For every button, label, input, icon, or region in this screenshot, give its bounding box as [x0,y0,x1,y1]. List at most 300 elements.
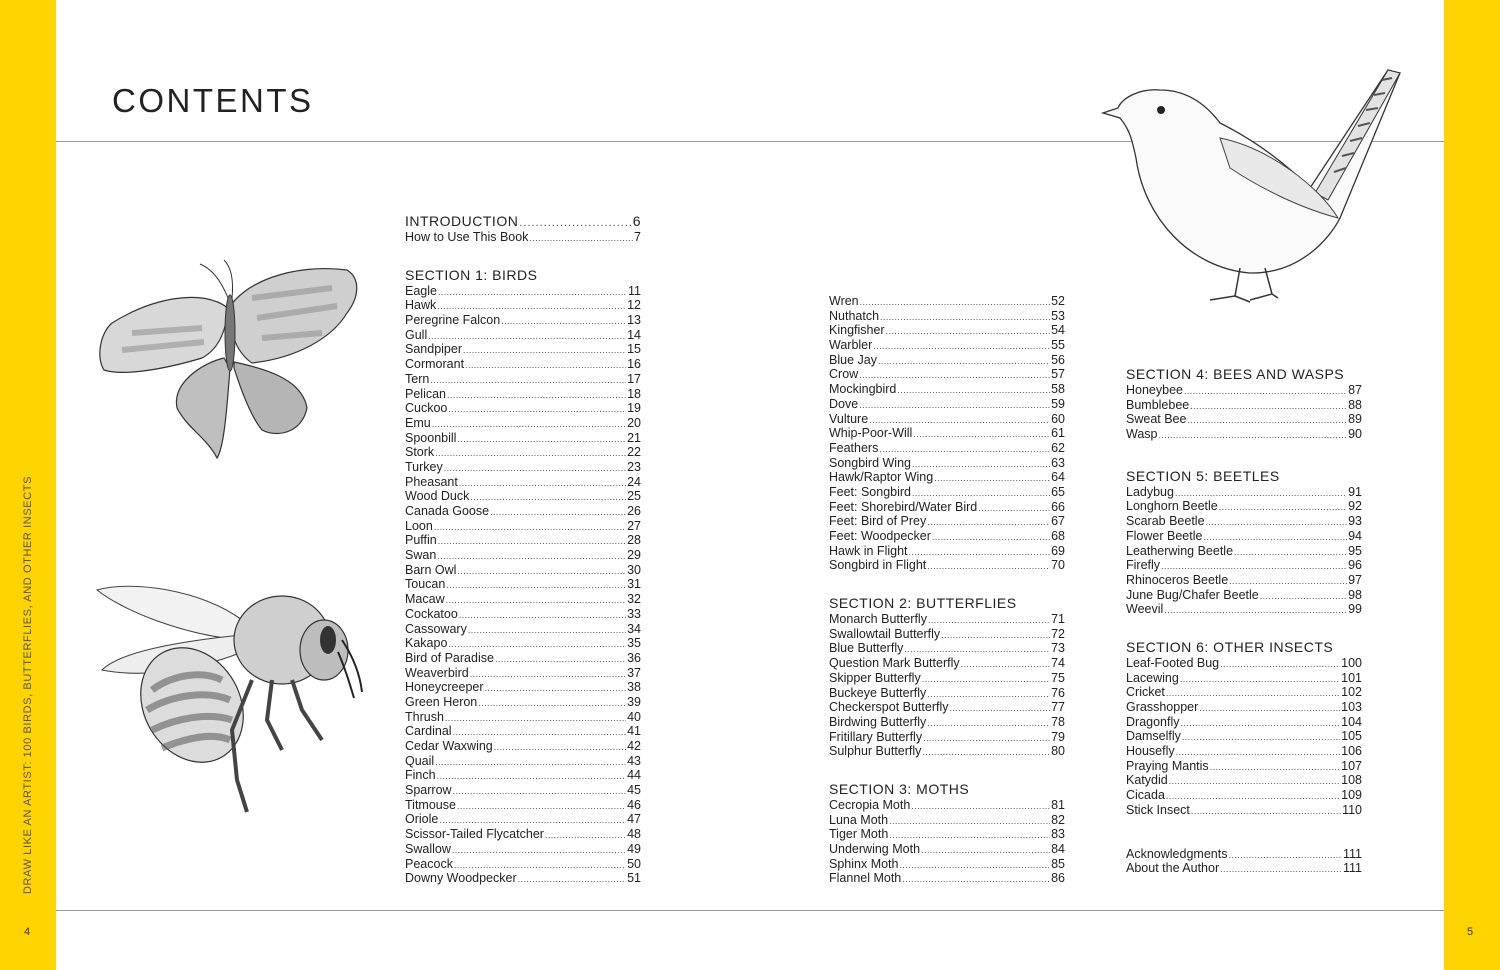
dot-leader [470,489,626,505]
entry-label: Sphinx Moth [829,856,899,871]
toc-entry[interactable] [1126,529,1362,544]
toc-entry[interactable] [829,857,1065,872]
entry-page: 82 [1051,812,1065,827]
entry-label: Crow [829,367,859,382]
toc-entry[interactable] [405,445,641,460]
entry-page: 7 [634,230,641,244]
toc-entry[interactable] [1126,383,1362,398]
toc-entry[interactable] [1126,729,1362,744]
entry-page: 105 [1341,729,1362,744]
toc-entry[interactable] [829,730,1065,745]
toc-entry[interactable] [829,656,1065,671]
entry-page: 106 [1341,744,1362,759]
toc-list [1126,383,1362,442]
entry-label: Damselfly [1126,729,1181,744]
entry-page: 51 [627,871,641,886]
toc-entry[interactable] [1126,514,1362,529]
toc-entry[interactable] [405,651,641,666]
dot-leader [1260,588,1347,604]
entry-page: 62 [1051,440,1065,455]
toc-entry[interactable] [405,387,641,402]
toc-entry[interactable] [1126,544,1362,559]
toc-entry[interactable] [829,294,1065,309]
entry-label: Flower Beetle [1126,528,1203,543]
entry-page: 71 [1051,612,1065,627]
dot-leader [941,627,1050,643]
toc-entry[interactable] [829,485,1065,500]
dot-leader [927,514,1050,530]
toc-entry[interactable] [829,323,1065,338]
dot-leader [446,592,627,608]
entry-label: Checkerspot Butterfly [829,700,949,715]
toc-entry[interactable] [405,401,641,416]
footer-rule [56,910,1444,911]
toc-entry-introduction[interactable] [405,213,641,230]
toc-entry[interactable] [405,548,641,563]
entry-page: 102 [1341,685,1362,700]
dot-leader [444,460,626,476]
toc-entry[interactable] [829,500,1065,515]
dot-leader [950,700,1051,716]
toc-list [829,798,1065,886]
toc-entry[interactable] [1126,499,1362,514]
entry-label: Titmouse [405,797,456,812]
toc-entry[interactable] [405,298,641,313]
entry-label: INTRODUCTION [405,213,519,229]
dot-leader [1176,744,1341,760]
dot-leader [912,485,1050,501]
toc-entry[interactable] [1126,412,1362,427]
toc-entry[interactable] [405,563,641,578]
dot-leader [889,827,1050,843]
dot-leader [1220,861,1342,877]
entry-page: 98 [1348,587,1362,602]
entry-page: 30 [627,562,641,577]
dot-leader [921,842,1050,858]
toc-entry[interactable] [829,798,1065,813]
toc-entry[interactable] [405,842,641,857]
dot-leader [1164,602,1347,618]
toc-entry[interactable] [829,612,1065,627]
dot-leader [448,636,626,652]
entry-label: Mockingbird [829,382,897,397]
entry-page: 52 [1051,294,1065,308]
entry-label: Cedar Waxwing [405,739,493,753]
toc-entry[interactable] [829,813,1065,828]
entry-label: Gull [405,327,428,342]
entry-page: 107 [1341,758,1362,773]
toc-entry[interactable] [405,636,641,651]
entry-label: Cassowary [405,621,467,636]
entry-label: Feet: Woodpecker [829,529,931,543]
dot-leader [457,431,626,447]
toc-entry[interactable] [405,857,641,872]
dot-leader [860,294,1050,310]
toc-entry[interactable] [1126,700,1362,715]
dot-leader [430,372,626,388]
entry-label: Honeycreeper [405,680,484,695]
toc-entry[interactable] [405,284,641,299]
toc-entry[interactable] [405,431,641,446]
entry-label: Swallowtail Butterfly [829,626,941,641]
entry-label: Firefly [1126,558,1161,573]
toc-entry[interactable] [829,544,1065,559]
entry-label: Whip-Poor-Will [829,426,913,441]
dot-leader [494,739,626,755]
entry-page: 28 [627,533,641,548]
toc-entry[interactable] [829,871,1065,886]
toc-entry[interactable] [829,353,1065,368]
dot-leader [934,470,1050,486]
entry-label: Sweat Bee [1126,412,1187,427]
entry-label: Kakapo [405,636,448,651]
toc-entry[interactable] [1126,656,1362,671]
entry-label: Rhinoceros Beetle [1126,572,1229,587]
entry-label: Toucan [405,577,446,592]
entry-page: 92 [1348,499,1362,514]
dot-leader [1219,499,1347,515]
dot-leader [437,298,626,314]
dot-leader [463,342,626,358]
entry-page: 94 [1348,528,1362,543]
entry-page: 77 [1051,700,1065,715]
entry-page: 85 [1051,856,1065,871]
entry-page: 22 [627,445,641,460]
entry-label: Katydid [1126,773,1168,788]
entry-label: Leaf-Footed Bug [1126,655,1220,670]
toc-entry[interactable] [1126,759,1362,774]
toc-entry[interactable] [1126,671,1362,686]
dot-leader [1228,847,1342,863]
dot-leader [1220,656,1340,672]
dot-leader [470,666,626,682]
toc-entry[interactable] [405,739,641,754]
entry-page: 73 [1051,641,1065,656]
entry-page: 93 [1348,514,1362,529]
entry-page: 25 [627,489,641,504]
toc-entry[interactable] [405,666,641,681]
entry-label: Nuthatch [829,308,880,323]
toc-entry[interactable] [405,313,641,328]
entry-page: 36 [627,650,641,665]
section-heading-beetles: SECTION 5: BEETLES [1126,467,1280,484]
toc-entry[interactable] [405,871,641,886]
spine-title: DRAW LIKE AN ARTIST: 100 BIRDS, BUTTERFLIES, AND OTHER INSECTS [22,475,34,895]
toc-entry[interactable] [829,426,1065,441]
toc-entry[interactable] [829,367,1065,382]
entry-page: 84 [1051,842,1065,856]
toc-entry[interactable] [405,460,641,475]
toc-entry[interactable] [829,514,1065,529]
entry-page: 19 [627,401,641,416]
entry-label: Thrush [405,709,444,724]
entry-page: 23 [627,459,641,474]
toc-entry[interactable] [1126,861,1362,876]
dot-leader [932,529,1050,545]
toc-entry[interactable] [829,700,1065,715]
entry-page: 80 [1051,744,1065,759]
entry-label: Pelican [405,386,446,401]
toc-entry[interactable] [405,754,641,769]
toc-entry[interactable] [405,783,641,798]
entry-page: 87 [1348,383,1362,397]
toc-entry[interactable] [405,592,641,607]
toc-entry[interactable] [405,724,641,739]
toc-entry[interactable] [405,577,641,592]
dot-leader [1181,715,1341,731]
entry-page: 29 [627,548,641,563]
toc-entry[interactable] [1126,398,1362,413]
entry-page: 45 [627,783,641,798]
dot-leader [457,798,626,814]
toc-entry[interactable] [405,342,641,357]
entry-page: 64 [1051,470,1065,485]
toc-entry[interactable] [829,641,1065,656]
dot-leader [428,328,626,344]
entry-page: 61 [1051,426,1065,441]
entry-page: 108 [1341,773,1362,788]
dot-leader [869,412,1050,428]
dot-leader [545,827,626,843]
toc-entry[interactable] [829,412,1065,427]
entry-page: 18 [627,386,641,401]
toc-entry[interactable] [405,416,641,431]
toc-entry[interactable] [405,504,641,519]
entry-page: 13 [627,313,641,328]
entry-label: Buckeye Butterfly [829,685,927,700]
toc-entry[interactable] [1126,558,1362,573]
entry-label: Bird of Paradise [405,650,494,665]
entry-label: Cuckoo [405,401,448,416]
entry-label: Canada Goose [405,504,490,518]
toc-entry[interactable] [405,710,641,725]
entry-page: 42 [627,739,641,753]
entry-page: 65 [1051,484,1065,499]
dot-leader [902,871,1050,887]
dot-leader [1210,759,1340,775]
dot-leader [912,456,1050,472]
entry-label: Vulture [829,411,869,426]
entry-page: 88 [1348,397,1362,412]
entry-page: 83 [1051,827,1065,842]
toc-entry[interactable] [829,382,1065,397]
toc-entry[interactable] [405,812,641,827]
entry-label: Oriole [405,812,439,827]
entry-label: Question Mark Butterfly [829,656,960,671]
entry-label: Blue Butterfly [829,641,904,656]
dot-leader [446,577,626,593]
entry-page: 99 [1348,602,1362,617]
toc-entry[interactable] [1126,588,1362,603]
entry-label: Kingfisher [829,323,885,338]
dot-leader [913,426,1050,442]
toc-entry[interactable] [829,309,1065,324]
toc-entry[interactable] [405,607,641,622]
entry-page: 57 [1051,367,1065,382]
entry-label: Feathers [829,440,879,455]
entry-label: Downy Woodpecker [405,871,517,886]
entry-page: 12 [627,298,641,313]
toc-entry[interactable] [829,827,1065,842]
toc-entry[interactable] [405,489,641,504]
toc-entry[interactable] [405,230,641,245]
toc-list [1126,485,1362,617]
dot-leader [978,500,1050,516]
toc-entry[interactable] [1126,788,1362,803]
dot-leader [495,651,626,667]
dot-leader [1175,485,1347,501]
entry-page: 68 [1051,529,1065,543]
entry-label: June Bug/Chafer Beetle [1126,587,1259,602]
entry-page: 59 [1051,396,1065,411]
entry-label: Emu [405,415,431,430]
entry-label: Songbird in Flight [829,558,927,573]
dot-leader [438,533,626,549]
entry-page: 104 [1341,714,1362,729]
toc-entry[interactable] [829,529,1065,544]
entry-label: Cardinal [405,724,452,739]
entry-page: 101 [1341,670,1362,685]
entry-page: 86 [1051,871,1065,886]
toc-entry[interactable] [829,715,1065,730]
dot-leader [490,504,626,520]
toc-entry[interactable] [829,338,1065,353]
toc-list [829,294,1065,573]
entry-label: Barn Owl [405,562,457,577]
dot-leader [448,401,626,417]
entry-page: 32 [627,592,641,607]
entry-page: 31 [627,577,641,592]
section-heading-birds: SECTION 1: BIRDS [405,266,538,283]
entry-page: 63 [1051,455,1065,470]
toc-entry[interactable] [405,695,641,710]
toc-entry[interactable] [405,328,641,343]
toc-entry[interactable] [829,627,1065,642]
toc-entry[interactable] [829,671,1065,686]
entry-page: 90 [1348,427,1362,442]
toc-entry[interactable] [1126,427,1362,442]
toc-entry[interactable] [405,357,641,372]
entry-label: Songbird Wing [829,455,911,470]
toc-entry[interactable] [829,842,1065,857]
dot-leader [1184,383,1347,399]
dot-leader [434,519,626,535]
entry-label: Sulphur Butterfly [829,744,922,759]
entry-page: 111 [1342,846,1362,861]
toc-entry[interactable] [405,475,641,490]
page-number-left: 4 [24,926,31,938]
toc-entry[interactable] [405,519,641,534]
entry-label: Flannel Moth [829,871,902,886]
dot-leader [859,397,1050,413]
dot-leader [904,641,1050,657]
toc-entry[interactable] [1126,744,1362,759]
toc-entry[interactable] [829,470,1065,485]
dot-leader [1161,558,1347,574]
entry-page: 26 [627,504,641,518]
entry-page: 66 [1051,499,1065,514]
dot-leader [878,353,1050,369]
toc-entry[interactable] [1126,485,1362,500]
entry-page: 91 [1348,484,1362,499]
entry-page: 55 [1051,338,1065,353]
entry-page: 14 [627,327,641,342]
toc-entry[interactable] [829,456,1065,471]
dot-leader [529,230,633,246]
entry-label: Leatherwing Beetle [1126,543,1234,558]
dot-leader [1182,729,1340,745]
toc-entry[interactable] [1126,602,1362,617]
entry-page: 79 [1051,729,1065,744]
entry-label: Spoonbill [405,430,457,445]
entry-label: Underwing Moth [829,842,921,856]
entry-page: 35 [627,636,641,651]
dot-leader [435,445,626,461]
toc-entry[interactable] [1126,573,1362,588]
entry-page: 44 [627,768,641,783]
toc-entry[interactable] [405,827,641,842]
entry-page: 58 [1051,382,1065,397]
entry-page: 40 [627,709,641,724]
entry-label: Tiger Moth [829,827,889,842]
toc-entry[interactable] [829,558,1065,573]
dot-leader [909,544,1051,560]
toc-entry[interactable] [829,441,1065,456]
entry-label: Fritillary Butterfly [829,729,923,744]
toc-entry[interactable] [405,622,641,637]
entry-page: 54 [1051,323,1065,338]
dot-leader [927,558,1050,574]
toc-entry[interactable] [1126,685,1362,700]
entry-page: 46 [627,797,641,812]
dot-leader [886,323,1051,339]
entry-page: 47 [627,812,641,827]
dot-leader [437,768,627,784]
toc-entry[interactable] [405,372,641,387]
toc-entry[interactable] [829,686,1065,701]
dot-leader [961,656,1050,672]
toc-entry[interactable] [1126,773,1362,788]
entry-page: 56 [1051,352,1065,367]
toc-entry[interactable] [405,680,641,695]
toc-entry[interactable] [1126,847,1362,862]
entry-page: 89 [1348,412,1362,427]
toc-entry[interactable] [1126,715,1362,730]
entry-label: Feet: Songbird [829,484,911,499]
dot-leader [457,563,626,579]
entry-label: Feet: Shorebird/Water Bird [829,499,978,514]
entry-page: 6 [632,213,641,229]
dot-leader [447,387,626,403]
entry-label: Blue Jay [829,352,877,367]
entry-page: 48 [627,827,641,842]
dot-leader [452,842,626,858]
toc-entry[interactable] [1126,803,1362,818]
entry-label: Macaw [405,592,445,607]
entry-page: 49 [627,841,641,856]
dot-leader [445,710,626,726]
toc-entry[interactable] [829,744,1065,759]
toc-entry[interactable] [829,397,1065,412]
toc-entry[interactable] [405,798,641,813]
entry-label: Peregrine Falcon [405,313,501,328]
entry-label: Stork [405,445,435,460]
entry-label: Housefly [1126,744,1175,759]
entry-page: 95 [1348,543,1362,558]
toc-entry[interactable] [405,768,641,783]
dot-leader [485,680,627,696]
toc-entry[interactable] [405,533,641,548]
